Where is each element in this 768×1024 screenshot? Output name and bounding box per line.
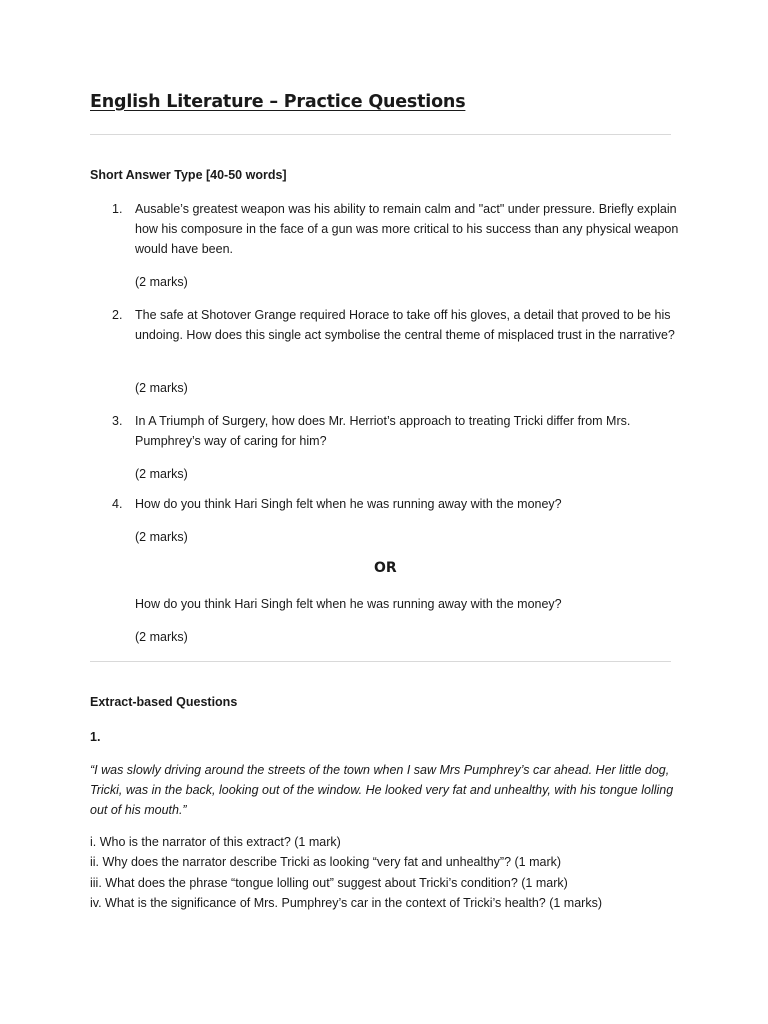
question-marks: (2 marks) xyxy=(135,381,188,395)
question-number: 1. xyxy=(112,202,123,216)
question-number: 3. xyxy=(112,414,123,428)
short-answer-heading: Short Answer Type [40-50 words] xyxy=(90,168,287,182)
sub-question-i: i. Who is the narrator of this extract? (1 mark) xyxy=(90,835,341,849)
question-marks: (2 marks) xyxy=(135,275,188,289)
alternative-question-text: How do you think Hari Singh felt when he was running away with the money? xyxy=(135,597,562,611)
question-number: 4. xyxy=(112,497,123,511)
or-separator: OR xyxy=(374,560,397,576)
sub-question-iv: iv. What is the significance of Mrs. Pumphrey’s car in the context of Tricki’s health? (1 marks) xyxy=(90,895,602,910)
divider xyxy=(90,661,671,662)
question-marks: (2 marks) xyxy=(135,530,188,544)
extract-number: 1. xyxy=(90,730,101,744)
extract-based-heading: Extract-based Questions xyxy=(90,695,238,709)
divider xyxy=(90,134,671,135)
alternative-question-marks: (2 marks) xyxy=(135,630,188,644)
extract-passage: “I was slowly driving around the streets of the town when I saw Mrs Pumphrey’s car ahead. Her little dog, Tricki, was in the back, looking out of the window. He looked very fat and unhealthy, with his tongue lolling out of his mouth.” xyxy=(90,763,674,817)
question-text: Ausable’s greatest weapon was his ability to remain calm and "act" under pressure. Briefly explain how his composure in the face of a gun was more critical to his success than any physical weapon would have been. xyxy=(135,202,679,256)
question-number: 2. xyxy=(112,308,123,322)
extract-sub-questions xyxy=(90,832,680,913)
sub-question-ii: ii. Why does the narrator describe Tricki as looking “very fat and unhealthy”? (1 mark) xyxy=(90,855,562,870)
document-title: English Literature – Practice Questions xyxy=(90,92,466,112)
question-marks: (2 marks) xyxy=(135,467,188,481)
question-text: In A Triumph of Surgery, how does Mr. Herriot’s approach to treating Tricki differ from Mrs. Pumphrey’s way of caring for him? xyxy=(135,414,631,448)
sub-question-iii: iii. What does the phrase “tongue lolling out” suggest about Tricki’s condition? (1 mark) xyxy=(90,875,568,890)
question-text: How do you think Hari Singh felt when he was running away with the money? xyxy=(135,497,562,511)
question-text: The safe at Shotover Grange required Horace to take off his gloves, a detail that proved to be his undoing. How does this single act symbolise the central theme of misplaced trust in the narrative? xyxy=(135,308,675,342)
